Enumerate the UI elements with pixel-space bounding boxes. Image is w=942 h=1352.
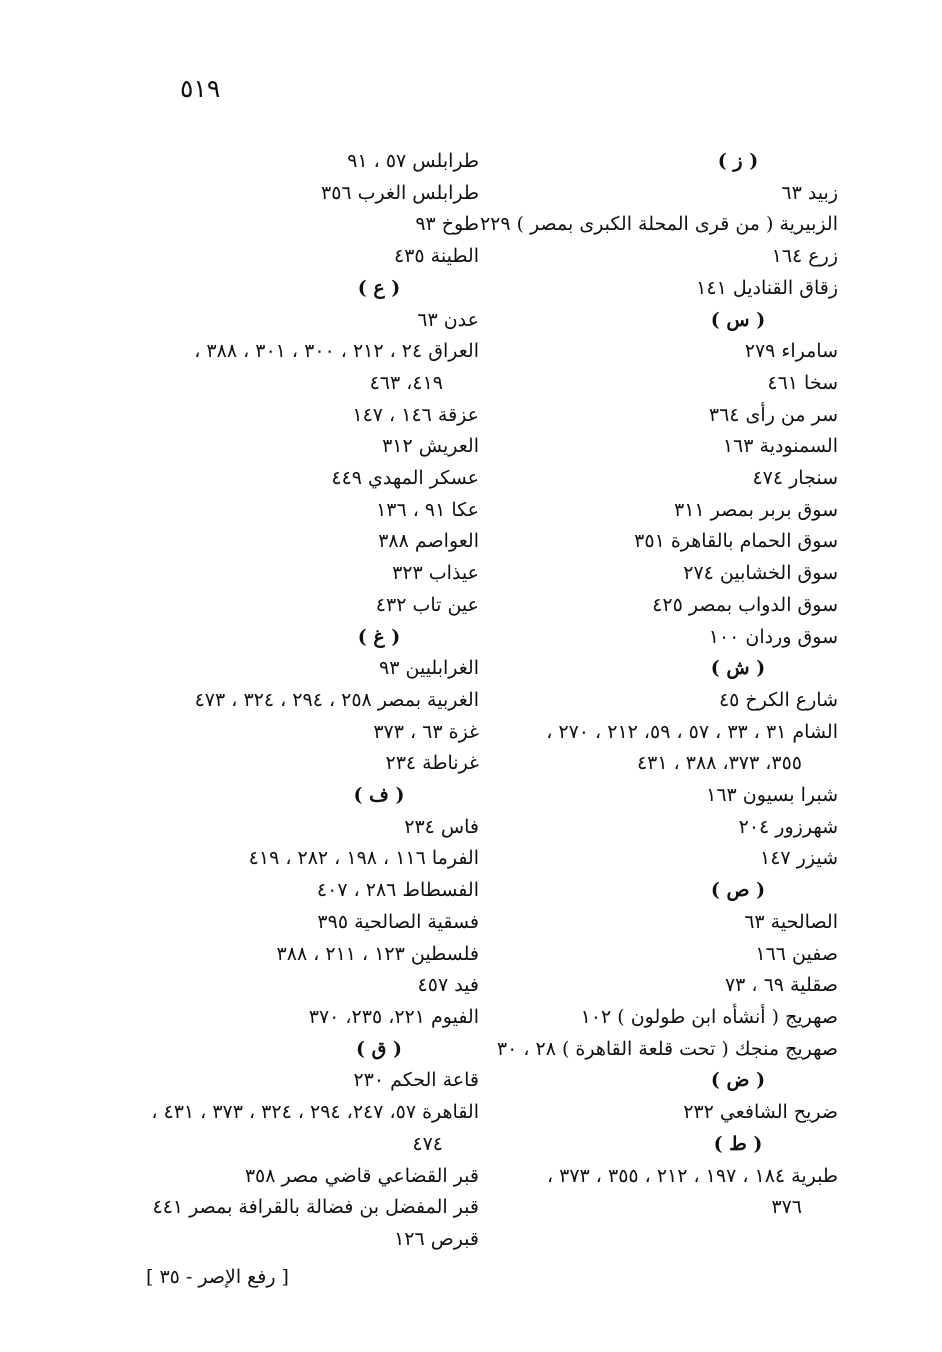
section-letter-heading: ( ع )	[357, 276, 401, 299]
index-entry: العريش ٣١٢	[382, 435, 479, 458]
section-letter-heading: ( س )	[710, 308, 766, 331]
index-entry: فلسطين ١٢٣ ، ٢١١ ، ٣٨٨	[276, 942, 479, 965]
section-letter-heading: ( ش )	[710, 657, 766, 680]
index-entry: طرابلس الغرب ٣٥٦	[321, 181, 479, 204]
index-entry-continuation: ٤١٩، ٤٦٣	[369, 371, 443, 394]
index-entry: الغربية بمصر ٢٥٨ ، ٢٩٤ ، ٣٢٤ ، ٤٧٣	[194, 688, 479, 711]
index-entry: صهريج منجك ( تحت قلعة القاهرة ) ٢٨ ، ٣٠	[496, 1037, 838, 1060]
index-entry: زبيد ٦٣	[781, 181, 838, 204]
page-number: ٥١٩	[180, 74, 221, 103]
index-entry: القاهرة ٥٧، ٢٤٧، ٢٩٤ ، ٣٢٤ ، ٣٧٣ ، ٤٣١ ،	[151, 1101, 479, 1124]
index-entry: سوق الدواب بمصر ٤٢٥	[652, 593, 838, 616]
index-entry: سوق وردان ١٠٠	[708, 625, 838, 648]
index-entry-continuation: ٤٧٤	[412, 1132, 443, 1155]
index-entry: قبر المفضل بن فضالة بالقرافة بمصر ٤٤١	[152, 1196, 479, 1219]
index-entry: عين تاب ٤٣٢	[375, 593, 479, 616]
index-entry: سوق الخشابين ٢٧٤	[683, 562, 838, 585]
index-entry: غرناطة ٢٣٤	[385, 752, 479, 775]
index-entry: فاس ٢٣٤	[404, 815, 479, 838]
index-entry: عسكر المهدي ٤٤٩	[331, 467, 479, 490]
index-entry: عدن ٦٣	[417, 308, 479, 331]
index-entry: الطينة ٤٣٥	[394, 245, 479, 268]
index-entry: شبرا بسيون ١٦٣	[706, 784, 838, 807]
section-letter-heading: ( غ )	[357, 625, 401, 648]
index-entry: قبر القضاعي قاضي مصر ٣٥٨	[244, 1164, 479, 1187]
page-footer: [ رفع الإصر - ٣٥ ]	[146, 1266, 289, 1288]
index-entry: سنجار ٤٧٤	[752, 467, 838, 490]
section-letter-heading: ( ز )	[717, 150, 759, 172]
index-entry: العراق ٢٤ ، ٢١٢ ، ٣٠٠ ، ٣٠١ ، ٣٨٨ ،	[194, 340, 479, 363]
index-entry: طرابلس ٥٧ ، ٩١	[347, 150, 479, 172]
index-entry: ضريح الشافعي ٢٣٢	[683, 1101, 838, 1124]
section-letter-heading: ( ص )	[710, 879, 766, 902]
index-entry: الفرما ١١٦ ، ١٩٨ ، ٢٨٢ ، ٤١٩	[248, 847, 479, 870]
index-entry: عيذاب ٣٢٣	[392, 562, 479, 585]
index-entry: قبرص ١٢٦	[394, 1227, 479, 1250]
index-entry: صقلية ٦٩ ، ٧٣	[724, 974, 838, 997]
index-entry: عكا ٩١ ، ١٣٦	[376, 498, 479, 521]
section-letter-heading: ( ف )	[353, 784, 405, 807]
index-entry: الغرابليين ٩٣	[379, 657, 479, 680]
index-entry: الصالحية ٦٣	[744, 910, 838, 933]
index-entry: غزة ٦٣ ، ٣٧٣	[373, 720, 479, 743]
section-letter-heading: ( ض )	[710, 1069, 766, 1092]
index-entry: زقاق القناديل ١٤١	[696, 276, 838, 299]
index-entry: العواصم ٣٨٨	[378, 530, 479, 553]
index-entry: فيد ٤٥٧	[417, 974, 479, 997]
index-entry: زرع ١٦٤	[771, 245, 838, 268]
index-entry: قاعة الحكم ٢٣٠	[353, 1069, 479, 1092]
index-entry-continuation: ٣٥٥، ٣٧٣، ٣٨٨ ، ٤٣١	[636, 752, 802, 775]
index-entry: شارع الكرخ ٤٥	[718, 688, 838, 711]
section-letter-heading: ( ط )	[713, 1132, 763, 1155]
index-entry: سوق الحمام بالقاهرة ٣٥١	[634, 530, 838, 553]
index-entry: الشام ٣١ ، ٣٣ ، ٥٧ ، ٥٩، ٢١٢ ، ٢٧٠ ،	[546, 720, 838, 743]
index-entry-continuation: ٣٧٦	[771, 1196, 802, 1219]
index-entry: طبرية ١٨٤ ، ١٩٧ ، ٢١٢ ، ٣٥٥ ، ٣٧٣ ،	[546, 1164, 838, 1187]
index-entry: سامراء ٢٧٩	[744, 340, 838, 363]
index-entry: عزقة ١٤٦ ، ١٤٧	[352, 403, 479, 426]
index-entry: سخا ٤٦١	[767, 371, 838, 394]
index-entry: فسقية الصالحية ٣٩٥	[317, 910, 479, 933]
index-entry: الزبيرية ( من قرى المحلة الكبرى بمصر ) ٢٢٩	[479, 213, 838, 236]
index-entry: السمنودية ١٦٣	[722, 435, 838, 458]
index-entry: صفين ١٦٦	[755, 942, 838, 965]
index-entry: شهرزور ٢٠٤	[738, 815, 838, 838]
index-entry: طوخ ٩٣	[415, 213, 479, 236]
index-entry: شيزر ١٤٧	[760, 847, 838, 870]
index-entry: الفيوم ٢٢١، ٢٣٥، ٣٧٠	[308, 1005, 479, 1028]
left-column	[139, 146, 479, 1256]
index-entry: الفسطاط ٢٨٦ ، ٤٠٧	[316, 879, 479, 902]
right-column	[479, 146, 838, 1224]
index-entry: صهريج ( أنشأه ابن طولون ) ١٠٢	[580, 1005, 838, 1028]
index-entry: سر من رأى ٣٦٤	[708, 403, 838, 426]
section-letter-heading: ( ق )	[356, 1037, 402, 1060]
index-entry: سوق بربر بمصر ٣١١	[674, 498, 838, 521]
